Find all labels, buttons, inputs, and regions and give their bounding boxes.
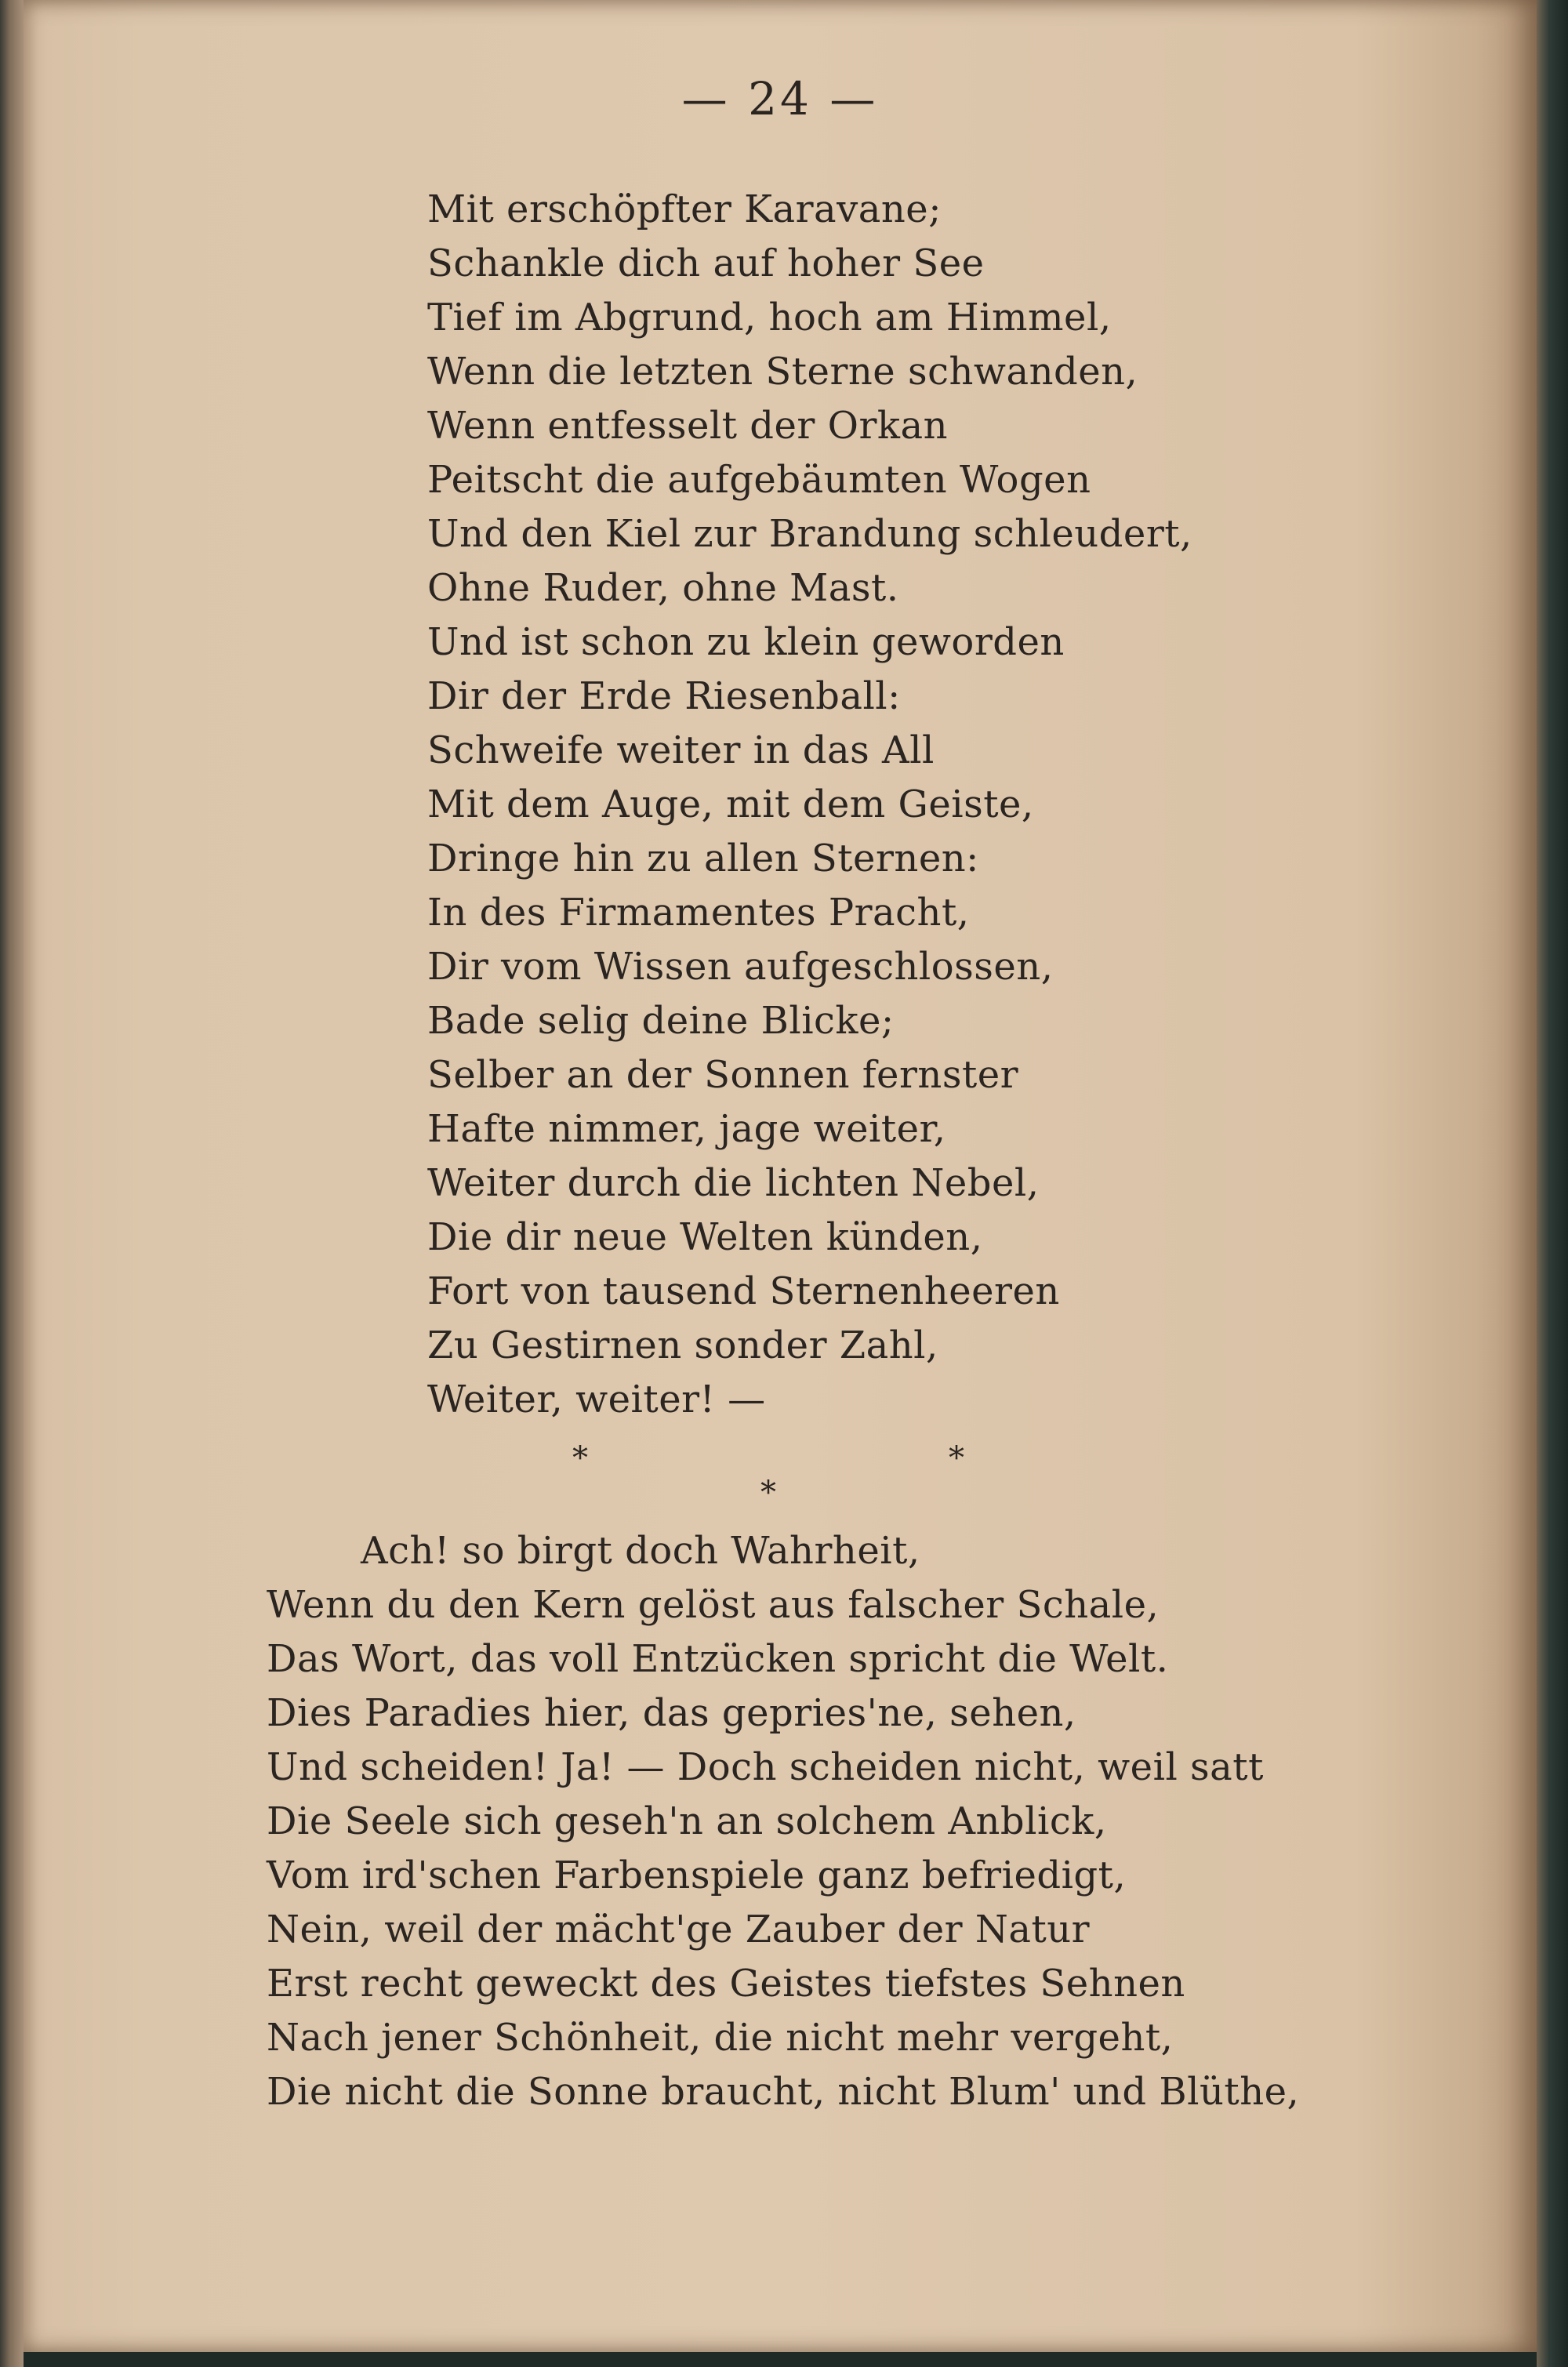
verse-line: Weiter durch die lichten Nebel, [427, 1161, 1040, 1205]
book-cover-edge [1537, 0, 1568, 2367]
verse-line: Wenn entfesselt der Orkan [427, 404, 949, 448]
verse-line: Tief im Abgrund, hoch am Himmel, [427, 296, 1112, 339]
verse-line: Das Wort, das voll Entzücken spricht die Welt. [267, 1637, 1169, 1681]
verse-line: Und den Kiel zur Brandung schleudert, [427, 512, 1192, 556]
verse-stanza-2 [267, 1524, 1299, 2119]
verse-line: In des Firmamentes Pracht, [427, 891, 970, 935]
book-gutter [0, 0, 24, 2367]
verse-line: Mit dem Auge, mit dem Geiste, [427, 782, 1034, 826]
verse-line: Peitscht die aufgebäumten Wogen [427, 458, 1091, 502]
verse-line: Schankle dich auf hoher See [427, 241, 985, 285]
verse-line: Schweife weiter in das All [427, 728, 935, 772]
book-page [24, 0, 1537, 2352]
verse-line: Vom ird'schen Farbenspiele ganz befriedigt, [267, 1853, 1127, 1897]
verse-line: Die nicht die Sonne braucht, nicht Blum' und Blüthe, [267, 2070, 1300, 2114]
verse-line: Erst recht geweckt des Geistes tiefstes Sehnen [267, 1962, 1185, 2006]
verse-line: Zu Gestirnen sonder Zahl, [427, 1323, 938, 1367]
verse-line: Weiter, weiter! — [427, 1378, 766, 1421]
verse-line: Fort von tausend Sternenheeren [427, 1269, 1060, 1313]
verse-line: Nein, weil der mächt'ge Zauber der Natur [267, 1908, 1091, 1951]
verse-line: Ach! so birgt doch Wahrheit, [361, 1529, 920, 1573]
verse-line: Hafte nimmer, jage weiter, [427, 1107, 946, 1151]
verse-line: Selber an der Sonnen fernster [427, 1053, 1019, 1097]
verse-line: Die dir neue Welten künden, [427, 1215, 983, 1259]
verse-line: Mit erschöpfter Karavane; [427, 187, 942, 231]
verse-line: Bade selig deine Blicke; [427, 999, 895, 1043]
page-number: — 24 — [681, 72, 879, 125]
verse-line: Wenn die letzten Sterne schwanden, [427, 350, 1138, 394]
asterism-star: * [949, 1440, 964, 1476]
verse-line: Nach jener Schönheit, die nicht mehr vergeht, [267, 2016, 1174, 2060]
verse-line: Und scheiden! Ja! — Doch scheiden nicht, weil satt [267, 1745, 1264, 1789]
verse-line: Wenn du den Kern gelöst aus falscher Schale, [267, 1583, 1160, 1627]
asterism-star: * [760, 1475, 776, 1511]
verse-line: Dies Paradies hier, das gepries'ne, sehen, [267, 1691, 1076, 1735]
asterism-star: * [572, 1440, 588, 1476]
asterism-divider [572, 1440, 996, 1513]
verse-line: Die Seele sich geseh'n an solchem Anblick, [267, 1799, 1107, 1843]
verse-line: Dir der Erde Riesenball: [427, 674, 901, 718]
verse-stanza-1 [427, 183, 1192, 1427]
verse-line: Dringe hin zu allen Sternen: [427, 837, 979, 880]
verse-line: Ohne Ruder, ohne Mast. [427, 566, 899, 610]
verse-line: Dir vom Wissen aufgeschlossen, [427, 945, 1054, 989]
verse-line: Und ist schon zu klein geworden [427, 620, 1065, 664]
